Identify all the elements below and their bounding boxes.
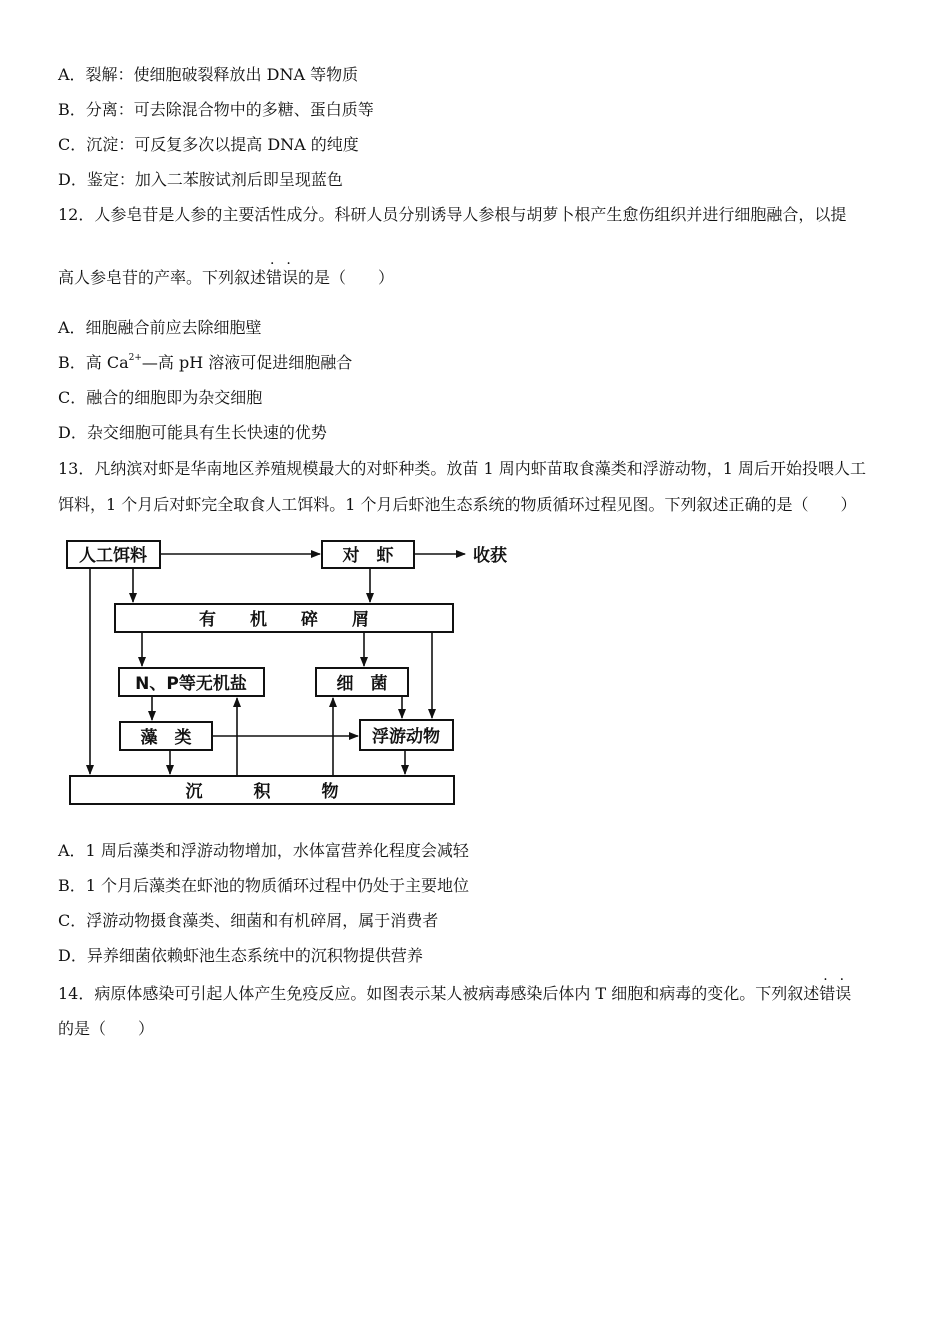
label-salts: N、P等无机盐 [135,674,247,694]
label-algae: 藻 类 [140,728,192,748]
q12-option-b-post: —高 pH 溶液可促进细胞融合 [141,353,353,372]
q11-option-d: D．鉴定：加入二苯胺试剂后即呈现蓝色 [58,170,343,189]
q12-option-b-sup: 2+ [128,353,142,363]
q11-option-c: C．沉淀：可反复多次以提高 DNA 的纯度 [58,135,359,154]
q13-option-a: A．1 周后藻类和浮游动物增加，水体富营养化程度会减轻 [58,841,469,860]
q11-option-b: B．分离：可去除混合物中的多糖、蛋白质等 [58,100,374,119]
q14-emphasis: · · 错误 [819,983,851,1005]
q13-option-d: D．异养细菌依赖虾池生态系统中的沉积物提供营养 [58,946,423,965]
q12-option-b-pre: B．高 Ca [58,353,129,372]
q12-stem-line1: 12．人参皂苷是人参的主要活性成分。科研人员分别诱导人参根与胡萝卜根产生愈伤组织并进行细胞融合，以提 [58,205,847,224]
q12-stem-post: 的是（ ） [298,268,395,287]
q14-stem-pre: 14．病原体感染可引起人体产生免疫反应。如图表示某人被病毒感染后体内 T 细胞和病毒的变化。下列叙述 [58,984,820,1003]
q12-stem-pre: 高人参皂苷的产率。下列叙述 [58,268,267,287]
q14-stem-line1 [58,983,851,1005]
label-shrimp: 对 虾 [342,546,394,566]
q13-option-c: C．浮游动物摄食藻类、细菌和有机碎屑，属于消费者 [58,911,439,930]
q14-stem-line2: 的是（ ） [58,1019,155,1038]
label-detritus: 有 机 碎 屑 [199,610,369,630]
q12-option-c: C．融合的细胞即为杂交细胞 [58,388,263,407]
label-sediment: 沉 积 物 [185,782,339,802]
q11-option-a: A．裂解：使细胞破裂释放出 DNA 等物质 [58,65,359,84]
q13-option-b: B．1 个月后藻类在虾池的物质循环过程中仍处于主要地位 [58,876,470,895]
q12-option-a: A．细胞融合前应去除细胞壁 [58,318,262,337]
label-feed: 人工饵料 [79,546,147,566]
label-bacteria: 细 菌 [336,674,388,694]
label-zooplankton: 浮游动物 [372,727,440,747]
label-harvest: 收获 [473,546,507,566]
q13-stem-line2: 饵料，1 个月后对虾完全取食人工饵料。1 个月后虾池生态系统的物质循环过程见图。下列叙述正确的是（ ） [58,495,857,514]
q12-emphasis: · · 错误 [266,267,298,289]
q12-option-d: D．杂交细胞可能具有生长快速的优势 [58,423,327,442]
q13-stem-line1: 13．凡纳滨对虾是华南地区养殖规模最大的对虾种类。放苗 1 周内虾苗取食藻类和浮游动物，1 周后开始投喂人工 [58,459,866,478]
